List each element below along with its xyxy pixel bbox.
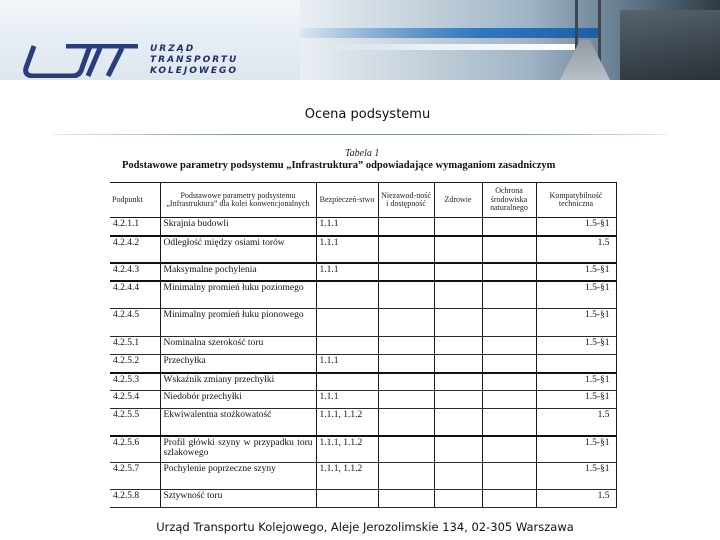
table-caption: Tabela 1: [345, 148, 380, 159]
table-row: [110, 263, 616, 281]
column-header: Bezpieczeń-stwo: [316, 183, 378, 218]
table-cell-reliability: [378, 236, 434, 263]
table-cell-safety: 1.1.1, 1.1.2: [316, 409, 378, 436]
table-cell-name: Pochylenie poprzeczne szyny: [160, 463, 316, 490]
header-banner: [0, 0, 720, 80]
table-cell-health: [434, 436, 482, 463]
table-cell-safety: 1.1.1: [316, 236, 378, 263]
table-cell-safety: [316, 281, 378, 309]
table-cell-reliability: [378, 309, 434, 337]
table-cell-reliability: [378, 337, 434, 355]
title-divider: [53, 134, 667, 135]
table-cell-health: [434, 281, 482, 309]
table-cell-reliability: [378, 355, 434, 373]
table-cell-reliability: [378, 281, 434, 309]
table-cell-health: [434, 391, 482, 409]
table-cell-safety: 1.1.1: [316, 263, 378, 281]
table-cell-safety: [316, 373, 378, 391]
logo-line: TRANSPORTU: [150, 55, 239, 65]
table-cell-sub: 4.2.4.3: [110, 263, 160, 281]
table-cell-env: [482, 281, 536, 309]
table-header-row: [110, 183, 616, 218]
trees: [620, 10, 720, 80]
logo-line: URZĄD: [150, 44, 196, 54]
train-stripe: [300, 28, 600, 38]
table-cell-compat: 1.5-§1: [536, 309, 616, 337]
table-cell-sub: 4.2.5.3: [110, 373, 160, 391]
table-cell-safety: 1.1.1, 1.1.2: [316, 436, 378, 463]
table-cell-compat: [536, 355, 616, 373]
table-cell-safety: [316, 309, 378, 337]
table-cell-reliability: [378, 218, 434, 236]
table-cell-compat: 1.5-§1: [536, 263, 616, 281]
table-cell-compat: 1.5-§1: [536, 463, 616, 490]
table-cell-sub: 4.2.4.2: [110, 236, 160, 263]
table-cell-name: Nominalna szerokość toru: [160, 337, 316, 355]
column-header: Ochrona środowiska naturalnego: [482, 183, 536, 218]
table-cell-compat: 1.5: [536, 490, 616, 508]
table-cell-env: [482, 337, 536, 355]
footer-address: Urząd Transportu Kolejowego, Aleje Jerozolimskie 134, 02-305 Warszawa: [156, 520, 574, 534]
table-cell-name: Ekwiwalentna stożkowatość: [160, 409, 316, 436]
table-cell-name: Sztywność toru: [160, 490, 316, 508]
table-cell-compat: 1.5: [536, 236, 616, 263]
train-highlight: [310, 44, 590, 50]
table-cell-sub: 4.2.5.8: [110, 490, 160, 508]
table-cell-compat: 1.5-§1: [536, 391, 616, 409]
table-cell-env: [482, 391, 536, 409]
slide-title: Ocena podsystemu: [304, 107, 431, 122]
table-cell-health: [434, 337, 482, 355]
table-cell-name: Minimalny promień łuku poziomego: [160, 281, 316, 309]
table-cell-reliability: [378, 463, 434, 490]
table-row: [110, 490, 616, 508]
table-cell-sub: 4.2.1.1: [110, 218, 160, 236]
table-cell-env: [482, 409, 536, 436]
table-cell-compat: 1.5-§1: [536, 337, 616, 355]
logo-line: KOLEJOWEGO: [150, 66, 239, 76]
table-cell-safety: 1.1.1: [316, 218, 378, 236]
table-cell-health: [434, 409, 482, 436]
table-cell-sub: 4.2.5.1: [110, 337, 160, 355]
utk-logo-icon: [22, 44, 142, 78]
table-cell-env: [482, 309, 536, 337]
table-cell-sub: 4.2.5.4: [110, 391, 160, 409]
table-cell-reliability: [378, 409, 434, 436]
table-cell-env: [482, 355, 536, 373]
table-cell-health: [434, 490, 482, 508]
table-cell-name: Maksymalne pochylenia: [160, 263, 316, 281]
table-cell-sub: 4.2.5.6: [110, 436, 160, 463]
table-cell-safety: 1.1.1: [316, 355, 378, 373]
table-cell-name: Minimalny promień łuku pionowego: [160, 309, 316, 337]
table-cell-sub: 4.2.4.4: [110, 281, 160, 309]
table-row: [110, 355, 616, 373]
table-row: [110, 409, 616, 436]
table-cell-safety: [316, 490, 378, 508]
column-header: Podpunkt: [110, 183, 160, 218]
table-cell-env: [482, 373, 536, 391]
table-cell-health: [434, 463, 482, 490]
table-cell-compat: 1.5: [536, 409, 616, 436]
table-cell-safety: 1.1.1: [316, 391, 378, 409]
table-row: [110, 436, 616, 463]
table-cell-sub: 4.2.5.5: [110, 409, 160, 436]
table-row: [110, 281, 616, 309]
table-cell-env: [482, 490, 536, 508]
parameters-table: [110, 182, 617, 508]
table-cell-sub: 4.2.4.5: [110, 309, 160, 337]
table-cell-name: Odległość między osiami torów: [160, 236, 316, 263]
table-cell-name: Skrajnia budowli: [160, 218, 316, 236]
table-cell-env: [482, 463, 536, 490]
column-header: Niezawod-ność i dostępność: [378, 183, 434, 218]
table-row: [110, 236, 616, 263]
column-header: Podstawowe parametry podsystemu „Infrastruktura” dla kolei konwencjonalnych: [160, 183, 316, 218]
table-cell-env: [482, 236, 536, 263]
table-heading: Podstawowe parametry podsystemu „Infrastruktura” odpowiadające wymaganiom zasadniczym: [122, 160, 556, 171]
table-cell-name: Profil główki szyny w przypadku toru szlakowego: [160, 436, 316, 463]
table-cell-reliability: [378, 436, 434, 463]
table-cell-reliability: [378, 373, 434, 391]
table-row: [110, 337, 616, 355]
column-header: Zdrowie: [434, 183, 482, 218]
table-cell-safety: [316, 337, 378, 355]
table-cell-health: [434, 263, 482, 281]
table-cell-health: [434, 309, 482, 337]
table-cell-reliability: [378, 263, 434, 281]
table-cell-env: [482, 218, 536, 236]
table-cell-safety: 1.1.1, 1.1.2: [316, 463, 378, 490]
table-cell-health: [434, 355, 482, 373]
logo-wordmark: [150, 44, 238, 77]
table-cell-health: [434, 218, 482, 236]
table-cell-reliability: [378, 391, 434, 409]
table-row: [110, 309, 616, 337]
table-cell-sub: 4.2.5.7: [110, 463, 160, 490]
table-row: [110, 391, 616, 409]
table-cell-name: Niedobór przechyłki: [160, 391, 316, 409]
table-row: [110, 463, 616, 490]
table-cell-env: [482, 436, 536, 463]
table-cell-name: Przechyłka: [160, 355, 316, 373]
table-cell-env: [482, 263, 536, 281]
column-header: Kompatybilność techniczna: [536, 183, 616, 218]
table-cell-compat: 1.5-§1: [536, 218, 616, 236]
table-cell-sub: 4.2.5.2: [110, 355, 160, 373]
table-row: [110, 218, 616, 236]
table-cell-compat: 1.5-§1: [536, 436, 616, 463]
table-row: [110, 373, 616, 391]
table-cell-reliability: [378, 490, 434, 508]
table-cell-health: [434, 373, 482, 391]
table-cell-compat: 1.5-§1: [536, 373, 616, 391]
table-cell-health: [434, 236, 482, 263]
table-cell-compat: 1.5-§1: [536, 281, 616, 309]
table-cell-name: Wskaźnik zmiany przechyłki: [160, 373, 316, 391]
